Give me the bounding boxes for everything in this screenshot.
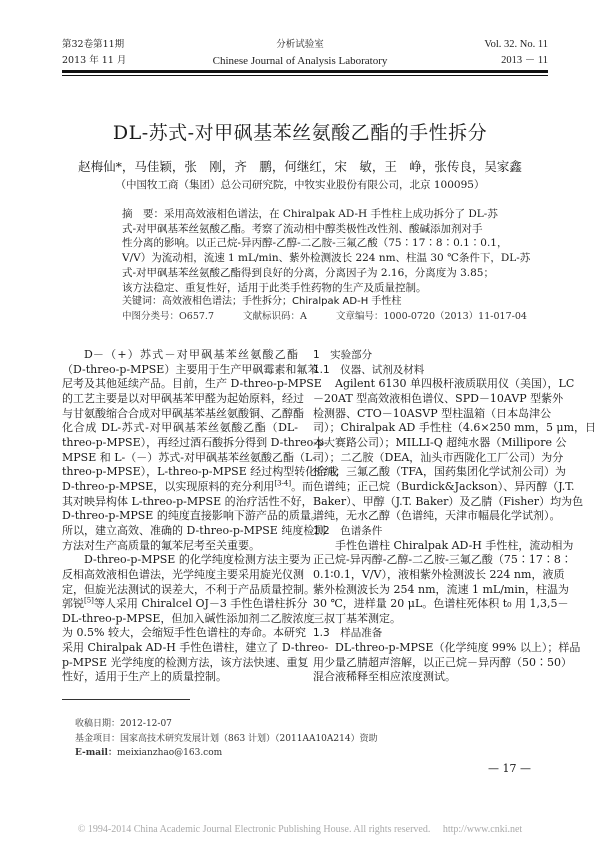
text-line: 检测器、CTO－10ASVP 型柱温箱（日本岛津公 [313, 406, 552, 420]
text-line: －20AT 型高效液相色谱仪、SPD－10AVP 型紫外 [313, 391, 564, 405]
abstract-label: 摘 要： [122, 208, 164, 220]
heading-text: 1.1 仪器、试剂及材料 [313, 363, 425, 376]
paragraph [313, 538, 574, 627]
text-line: 30 ℃，进样量 20 μL。色谱柱死体积 t₀ 用 1,3,5－ [313, 597, 569, 611]
heading-text: 1.2 色谱条件 [313, 524, 383, 537]
text-line: 为 0.5% 较大，会缩短手性色谱柱的寿命。本研究 [62, 626, 306, 640]
issue-info-cn [62, 37, 126, 69]
heading-text: 1.3 样品准备 [313, 627, 383, 640]
date-en: 2013 － 11 [501, 55, 548, 66]
section-heading [313, 363, 548, 378]
text-line: p-MPSE 光学纯度的检测方法，该方法快速、重复 [62, 655, 309, 669]
email-label: E-mail： [75, 748, 117, 759]
journal-name-cn: 分析试验室 [276, 39, 324, 50]
abstract-line: 性分离的影响。以正己烷-异丙醇-乙醇-二乙胺-三氟乙酸（75∶17∶8∶0.1∶0.1， [122, 237, 508, 250]
section-heading [313, 626, 548, 641]
paragraph [313, 377, 597, 524]
text-line: 0.1∶0.1，V/V），液相紫外检测波长 224 nm，液质 [313, 567, 565, 581]
keywords [122, 295, 478, 310]
text-line: 反相高效液相色谱法，光学纯度主要采用旋光仪测 [62, 567, 304, 581]
classification-info [122, 310, 527, 325]
text-line: 三叔丁基苯测定。 [313, 611, 401, 625]
paragraph [62, 348, 339, 553]
abstract-line: V/V）为流动相，流速 1 mL/min、紫外检测波长 224 nm、柱温 30 ℃条件下，DL-苏 [122, 252, 531, 265]
text-line: 析纯；三氟乙酸（TFA，国药集团化学试剂公司）为 [313, 465, 566, 479]
text-line: 所以，建立高效、准确的 D-threo-p-MPSE 纯度检测 [62, 523, 326, 537]
text-line: 郭锐[5]等人采用 Chiralcel OJ－3 手性色谱柱拆分 [62, 596, 308, 611]
date-cn: 2013 年 11 月 [62, 55, 127, 66]
text-line: DL-threo-p-MPSE（化学纯度 99% 以上）；样品 [335, 641, 581, 655]
text-line: 色谱纯；正己烷（Burdick&Jackson）、异丙醇（J.T. [313, 479, 575, 493]
abstract [122, 207, 531, 325]
abstract-line: 该方法稳定、重复性好，适用于此类手性药物的生产及质量控制。 [122, 281, 427, 294]
text-line: （D-threo-p-MPSE）主要用于生产甲砜霉素和氟苯 [62, 362, 319, 376]
text-line: Agilent 6130 单四极杆液质联用仪（美国），LC [335, 377, 575, 391]
footnote-rule [62, 699, 190, 700]
document-code: 文献标识码：A [243, 310, 307, 322]
text-line: 化合成 DL-苏式-对甲砜基苯丝氨酸乙酯（DL- [62, 421, 298, 435]
header-rule-thick [62, 70, 548, 73]
text-line: 性好，适用于生产上的质量控制。 [62, 670, 227, 684]
body-column-left [62, 348, 339, 685]
text-line: 司）；Chiralpak AD 手性柱（4.6×250 mm，5 μm，日 [313, 421, 597, 435]
text-line: D-threo-p-MPSE 的纯度直接影响下游产品的质量。 [62, 509, 322, 523]
text-line: 定，但旋光法测试的误差大，不利于产品质量控制。 [62, 582, 315, 596]
abstract-line: 式-对甲砜基苯丝氨酸乙酯得到良好的分离，分离因子为 2.16，分离度为 3.85； [122, 266, 494, 279]
citation: [5] [84, 596, 94, 605]
page-number: — 17 — [488, 762, 531, 775]
email-line [75, 746, 378, 761]
body-column-right [313, 348, 597, 685]
footnotes [75, 717, 378, 761]
keywords-text: 高效液相色谱法；手性拆分；Chiralpak AD-H 手性柱 [162, 296, 402, 308]
text-line: 其对映异构体 L-threo-p-MPSE 的治疗活性不好， [62, 494, 313, 508]
text-line: 司）；二乙胺（DEA，汕头市西陇化工厂公司）为分 [313, 450, 564, 464]
text-line: 谱纯，无水乙醇（色谱纯，天津市幅晨化学试剂）。 [313, 509, 561, 523]
text-line: 本大赛路公司）；MILLI-Q 超纯水器（Millipore 公 [313, 435, 567, 449]
abstract-body [122, 207, 531, 295]
received-date: 收稿日期：2012-12-07 [75, 719, 172, 729]
text-line: 正己烷-异丙醇-乙醇-二乙胺-三氟乙酸（75∶17∶8∶ [313, 553, 572, 567]
text-line: MPSE 和 L-（－）苏式-对甲砜基苯丝氨酸乙酯（L- [62, 450, 316, 464]
heading-text: 1 实验部分 [313, 349, 373, 361]
abstract-line: 式-对甲砜基苯丝氨酸乙酯。考察了流动相中醇类极性改性剂、酸碱添加剂对手 [122, 222, 483, 235]
keywords-label: 关键词： [122, 296, 162, 308]
volume-cn: 第32卷第11期 [62, 39, 125, 50]
text-line: 混合液稀释至相应浓度测试。 [313, 670, 456, 684]
text-line: D-threo-p-MPSE 的化学纯度检测方法主要为 [84, 553, 311, 567]
section-heading [313, 524, 548, 539]
email-address: meixianzhao@163.com [116, 748, 223, 759]
article-number: 文章编号：1000-0720（2013）11-017-04 [335, 310, 527, 322]
volume-en: Vol. 32. No. 11 [484, 39, 548, 50]
text-line: 方法对生产高质量的氟苯尼考至关重要。 [62, 538, 260, 552]
text-line: 的工艺主要是以对甲砜基苯甲醛为起始原料，经过 [62, 391, 304, 405]
clc-number: 中图分类号：O657.7 [122, 310, 214, 322]
article-title: DL-苏式-对甲砜基苯丝氨酸乙酯的手性拆分 [112, 122, 488, 144]
author-list: 赵梅仙*，马佳颖，张 刚，齐 鹏，何继红，宋 敏，王 峥，张传良，吴家鑫 [78, 159, 522, 174]
section-heading [313, 348, 548, 363]
text-line: threo-p-MPSE），L-threo-p-MPSE 经过构型转化合成 [62, 465, 339, 479]
text-line: 与甘氨酸缩合合成对甲砜基苯基丝氨酸铜、乙醇酯 [62, 406, 304, 420]
text-line: 紫外检测波长为 254 nm，流速 1 mL/min，柱温为 [313, 582, 569, 596]
affiliation: （中国牧工商（集团）总公司研究院，中牧实业股份有限公司，北京 100095） [115, 179, 485, 191]
text-line: Baker）、甲醇（J.T. Baker）及乙腈（Fisher）均为色 [313, 494, 584, 508]
funding: 基金项目：国家高技术研究发展计划（863 计划）（2011AA10A214）资助 [75, 733, 378, 744]
text-line: 尼考及其他延续产品。目前，生产 D-threo-p-MPSE [62, 377, 322, 391]
header-rule-thin [62, 75, 548, 76]
text-line: 采用 Chiralpak AD-H 手性色谱柱，建立了 D-threo- [62, 641, 329, 655]
journal-name-en: Chinese Journal of Analysis Laboratory [212, 55, 388, 67]
text-line: threo-p-MPSE），再经过酒石酸拆分得到 D-threo-p- [62, 435, 328, 449]
paragraph [62, 553, 329, 685]
issue-info-en [484, 37, 548, 69]
text-line: 手性色谱柱 Chiralpak AD-H 手性柱，流动相为 [335, 538, 574, 552]
text-line: DL-threo-p-MPSE，但加入碱性添加剂二乙胺浓度 [62, 611, 315, 625]
paragraph [313, 641, 581, 685]
citation: [3-4] [274, 479, 292, 488]
journal-name [150, 37, 450, 69]
text-line: D－（+）苏式－对甲砜基苯丝氨酸乙酯 [84, 348, 298, 361]
text-line: D-threo-p-MPSE，以实现原料的充分利用[3-4]。而 [62, 479, 314, 493]
copyright-notice: © 1994-2014 China Academic Journal Electronic Publishing House. All rights reserved. http://www.cnki.net [77, 824, 523, 835]
text-line: 用少量乙腈超声溶解，以正己烷－异丙醇（50∶50） [313, 655, 572, 669]
abstract-line: 摘 要：采用高效液相色谱法，在 Chiralpak AD-H 手性柱上成功拆分了 DL-苏 [122, 208, 498, 220]
